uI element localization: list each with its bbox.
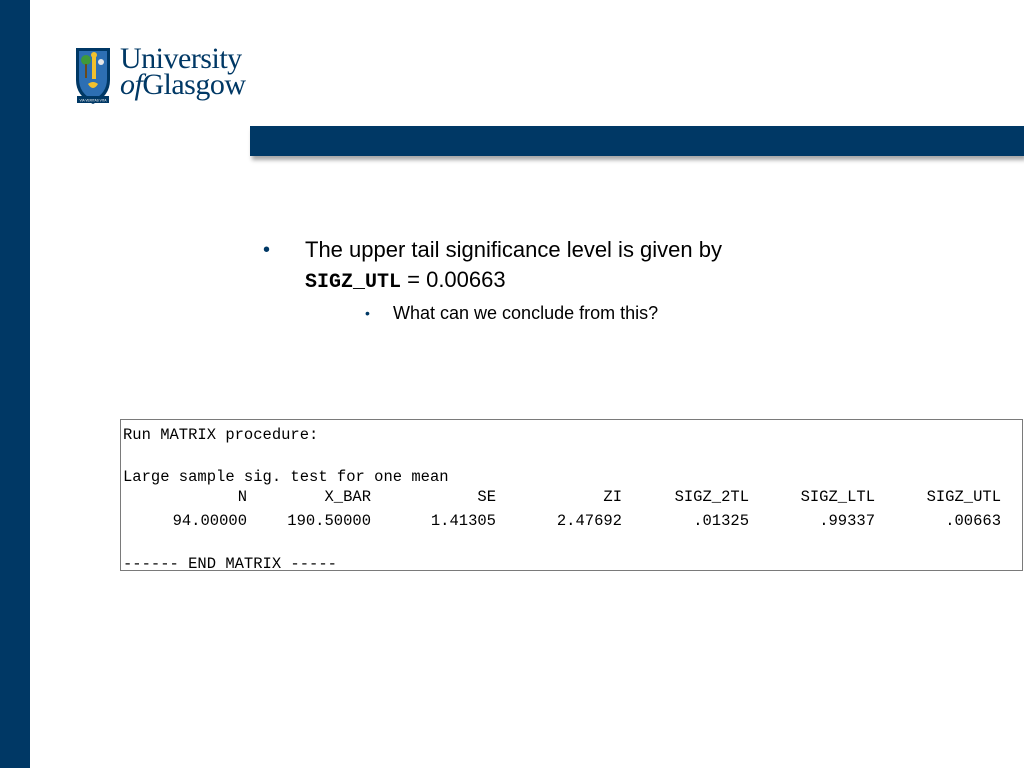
bullet-sub-text: What can we conclude from this?: [393, 303, 659, 323]
output-footer: ------ END MATRIX -----: [123, 555, 337, 571]
col-header: SIGZ_UTL: [926, 488, 1001, 506]
bullet-dot: •: [263, 239, 271, 261]
col-header: SIGZ_LTL: [800, 488, 875, 506]
value-cell: 2.47692: [556, 512, 622, 530]
col-header: X_BAR: [324, 488, 371, 506]
bullet-list: [263, 235, 963, 326]
wordmark-glasgow: Glasgow: [142, 68, 246, 101]
sub-bullet-dot: •: [365, 305, 370, 321]
university-wordmark: [120, 42, 246, 101]
wordmark-of: of: [120, 68, 143, 101]
bullet-main-text: The upper tail significance level is given by: [305, 237, 723, 262]
bullet-sub: [365, 300, 963, 326]
col-header: SIGZ_2TL: [674, 488, 749, 506]
wordmark-line2: [120, 68, 246, 101]
bullet-value: = 0.00663: [401, 267, 506, 292]
value-cell: .00663: [945, 512, 1001, 530]
output-column-headers: [121, 488, 1022, 506]
value-cell: 94.00000: [172, 512, 247, 530]
university-logo: [74, 42, 254, 108]
bullet-code: SIGZ_UTL: [305, 271, 402, 294]
value-cell: 1.41305: [430, 512, 496, 530]
crest-motto: VIA VERITAS VITA: [79, 98, 107, 103]
value-cell: .99337: [819, 512, 875, 530]
output-header: Run MATRIX procedure:: [123, 426, 319, 444]
crest-icon: [74, 46, 112, 106]
col-header: N: [237, 488, 247, 506]
left-brand-bar: [0, 0, 30, 768]
spss-output-box: [120, 419, 1023, 571]
header-bar: [250, 126, 1024, 156]
value-cell: .01325: [693, 512, 749, 530]
col-header: ZI: [603, 488, 622, 506]
output-subtitle: Large sample sig. test for one mean: [123, 468, 449, 486]
value-cell: 190.50000: [287, 512, 371, 530]
bullet-main: [263, 235, 963, 298]
output-values-row: [121, 512, 1022, 530]
wordmark-line1: University: [120, 42, 242, 75]
col-header: SE: [477, 488, 496, 506]
